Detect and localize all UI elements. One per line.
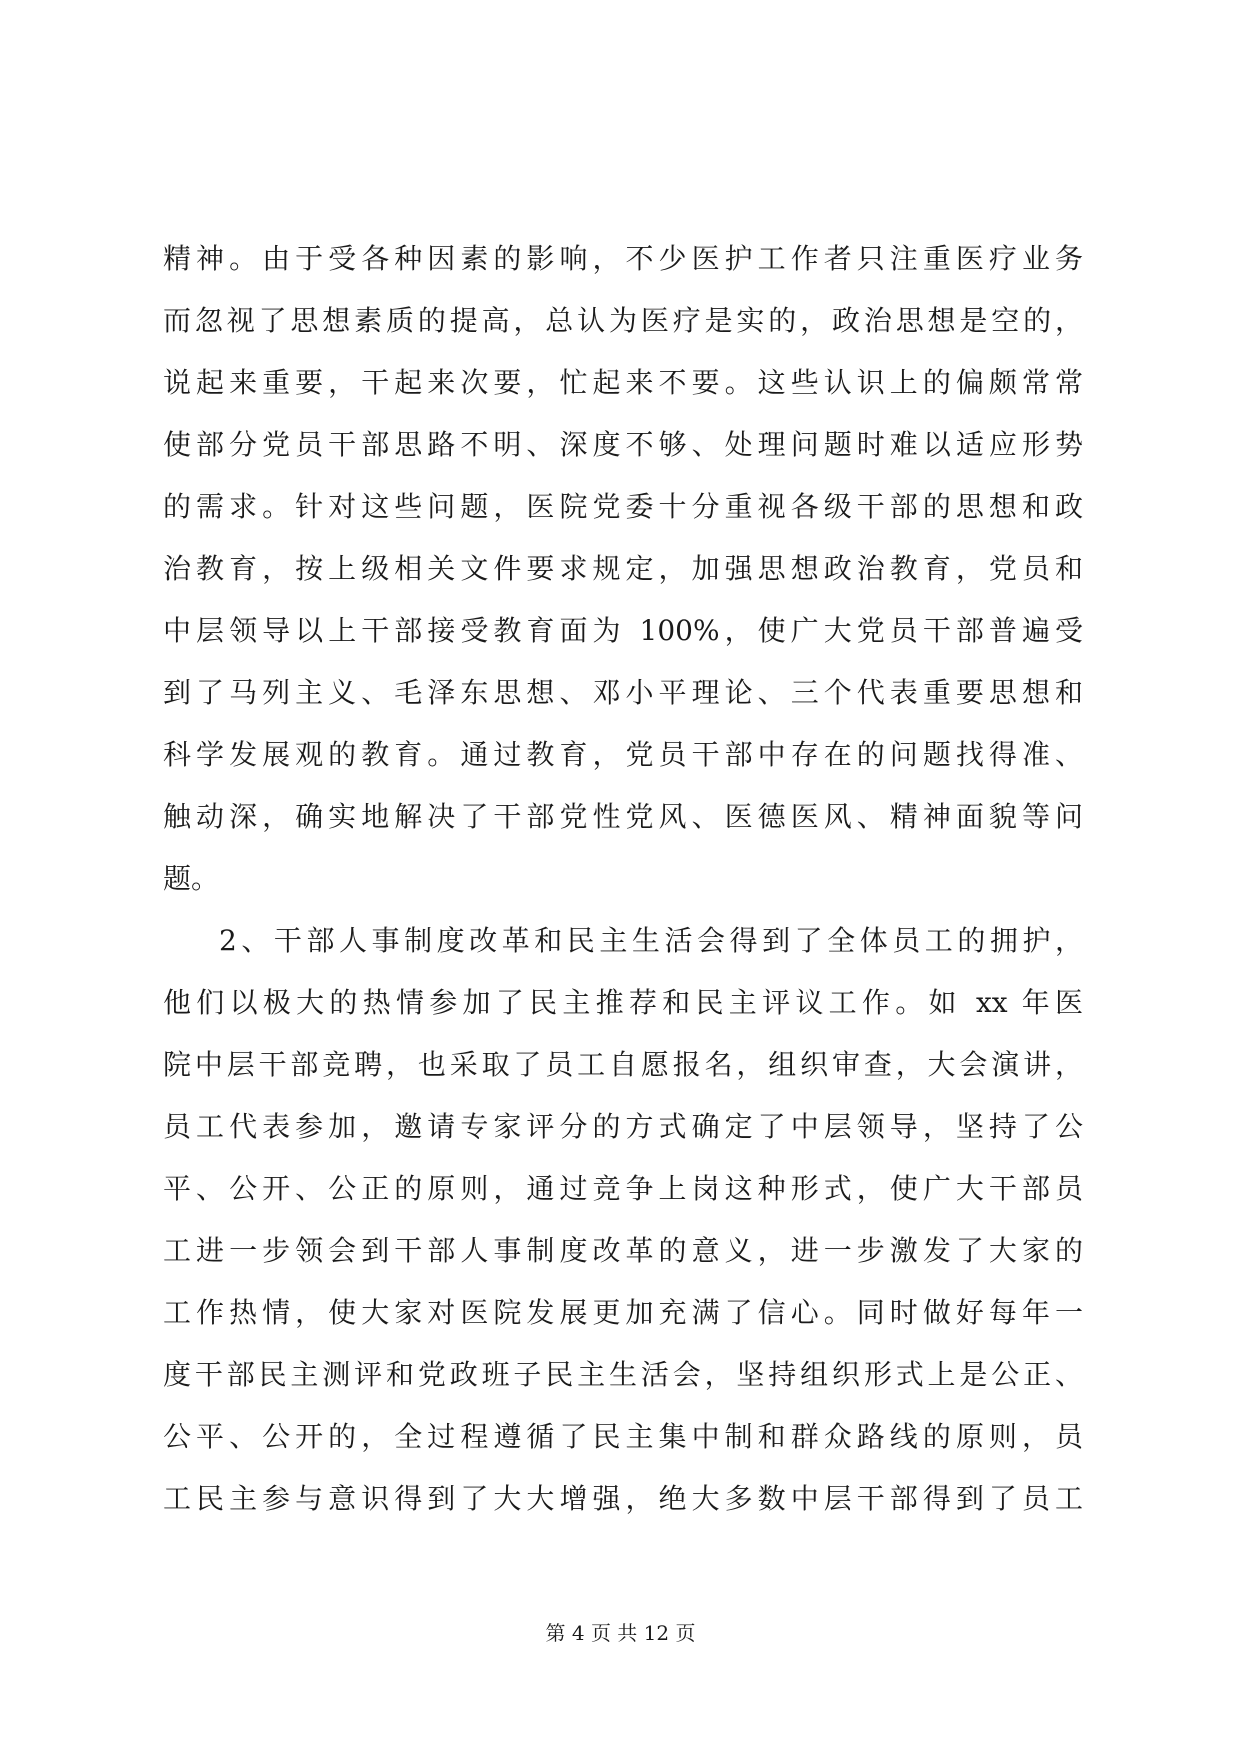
text-line: 度干部民主测评和党政班子民主生活会，坚持组织形式上是公正、 <box>163 1358 1083 1391</box>
text-line: 平、公开、公正的原则，通过竞争上岗这种形式，使广大干部员 <box>163 1172 1083 1205</box>
text-line: 到了马列主义、毛泽东思想、邓小平理论、三个代表重要思想和 <box>163 676 1083 709</box>
page-footer <box>0 1617 1241 1646</box>
text-line: 而忽视了思想素质的提高，总认为医疗是实的，政治思想是空的， <box>163 304 1083 337</box>
text-line: 中层领导以上干部接受教育面为 100%，使广大党员干部普遍受 <box>163 614 1083 647</box>
text-line: 题。 <box>163 862 220 895</box>
text-line: 工进一步领会到干部人事制度改革的意义，进一步激发了大家的 <box>163 1234 1083 1267</box>
text-line: 使部分党员干部思路不明、深度不够、处理问题时难以适应形势 <box>163 428 1083 461</box>
text-line: 的需求。针对这些问题，医院党委十分重视各级干部的思想和政 <box>163 490 1083 523</box>
body-text <box>163 228 1083 1530</box>
text-line: 他们以极大的热情参加了民主推荐和民主评议工作。如 xx 年医 <box>163 986 1083 1019</box>
text-line: 工民主参与意识得到了大大增强，绝大多数中层干部得到了员工 <box>163 1482 1083 1515</box>
text-line: 精神。由于受各种因素的影响，不少医护工作者只注重医疗业务 <box>163 242 1083 275</box>
text-line: 治教育，按上级相关文件要求规定，加强思想政治教育，党员和 <box>163 552 1083 585</box>
text-line: 院中层干部竞聘，也采取了员工自愿报名，组织审查，大会演讲， <box>163 1048 1083 1081</box>
text-line: 说起来重要，干起来次要，忙起来不要。这些认识上的偏颇常常 <box>163 366 1083 399</box>
text-line: 科学发展观的教育。通过教育，党员干部中存在的问题找得准、 <box>163 738 1083 771</box>
text-line: 工作热情，使大家对医院发展更加充满了信心。同时做好每年一 <box>163 1296 1083 1329</box>
page-number: 第 4 页 共 12 页 <box>545 1621 696 1645</box>
text-line: 员工代表参加，邀请专家评分的方式确定了中层领导，坚持了公 <box>163 1110 1083 1143</box>
paragraph-start-line: 2、干部人事制度改革和民主生活会得到了全体员工的拥护， <box>219 924 1083 957</box>
text-line: 公平、公开的，全过程遵循了民主集中制和群众路线的原则，员 <box>163 1420 1083 1453</box>
text-line: 触动深，确实地解决了干部党性党风、医德医风、精神面貌等问 <box>163 800 1083 833</box>
